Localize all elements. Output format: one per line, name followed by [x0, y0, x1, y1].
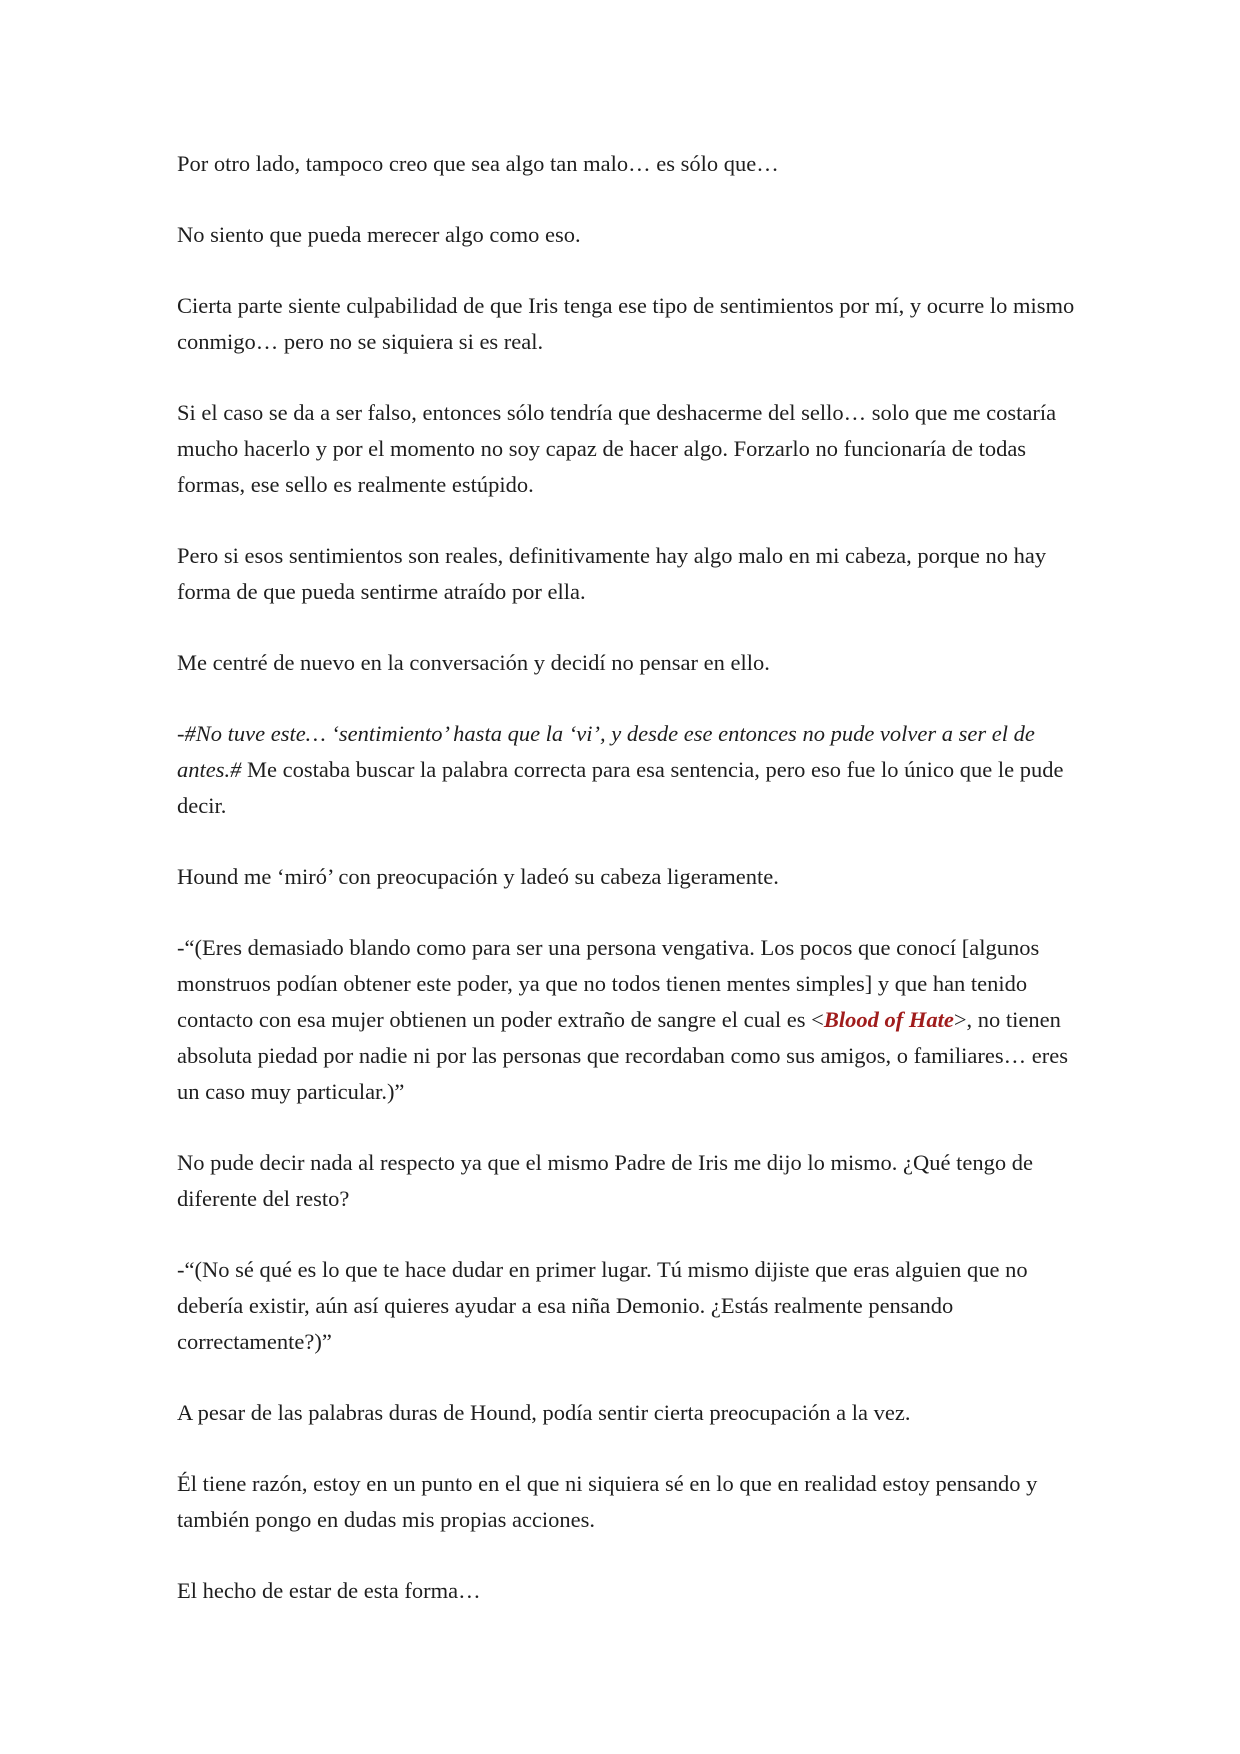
paragraph-1: Por otro lado, tampoco creo que sea algo tan malo… es sólo que… [177, 151, 779, 176]
paragraph-3: Cierta parte siente culpabilidad de que Iris tenga ese tipo de sentimientos por mí, y ocurre lo mismo conmigo… pero no se siquiera si es real. [177, 293, 1075, 354]
paragraph-14: El hecho de estar de esta forma… [177, 1578, 481, 1603]
thought-speech: -#No tuve este… ‘sentimiento’ hasta que la ‘vi’, y desde ese entonces no pude volver a ser el de antes.# [177, 721, 1035, 782]
paragraph-2: No siento que pueda merecer algo como eso. [177, 222, 581, 247]
paragraph-5: Pero si esos sentimientos son reales, definitivamente hay algo malo en mi cabeza, porque no hay forma de que pueda sentirme atraído por ella. [177, 543, 1047, 604]
paragraph-4: Si el caso se da a ser falso, entonces sólo tendría que deshacerme del sello… solo que me costaría mucho hacerlo y por el momento no soy capaz de hacer algo. Forzarlo no funcionaría de todas formas, ese sello es realmente estúpido. [177, 400, 1057, 497]
paragraph-8: Hound me ‘miró’ con preocupación y ladeó su cabeza ligeramente. [177, 864, 779, 889]
blood-of-hate-term: Blood of Hate [823, 1007, 954, 1032]
paragraph-11: -“(No sé qué es lo que te hace dudar en primer lugar. Tú mismo dijiste que eras alguien que no debería existir, aún así quieres ayudar a esa niña Demonio. ¿Estás realmente pensando correctamente?)” [177, 1257, 1028, 1354]
paragraph-10: No pude decir nada al respecto ya que el mismo Padre de Iris me dijo lo mismo. ¿Qué tengo de diferente del resto? [177, 1150, 1033, 1211]
paragraph-7 [177, 716, 1077, 824]
paragraph-12: A pesar de las palabras duras de Hound, podía sentir cierta preocupación a la vez. [177, 1400, 911, 1425]
paragraph-9 [177, 930, 1077, 1110]
paragraph-7-text: Me costaba buscar la palabra correcta para esa sentencia, pero eso fue lo único que le pude decir. [177, 757, 1064, 818]
document-body [177, 146, 1077, 1609]
paragraph-6: Me centré de nuevo en la conversación y decidí no pensar en ello. [177, 650, 770, 675]
paragraph-9-text-after: >, no tienen absoluta piedad por nadie ni por las personas que recordaban como sus amigos, o familiares… eres un caso muy particular.)” [177, 1007, 1068, 1104]
paragraph-13: Él tiene razón, estoy en un punto en el que ni siquiera sé en lo que en realidad estoy pensando y también pongo en dudas mis propias acciones. [177, 1471, 1038, 1532]
paragraph-9-text-before: -“(Eres demasiado blando como para ser una persona vengativa. Los pocos que conocí [algunos monstruos podían obtener este poder, ya que no todos tienen mentes simples] y que han tenido contacto con esa mujer obtienen un poder extraño de sangre el cual es < [177, 935, 1040, 1032]
